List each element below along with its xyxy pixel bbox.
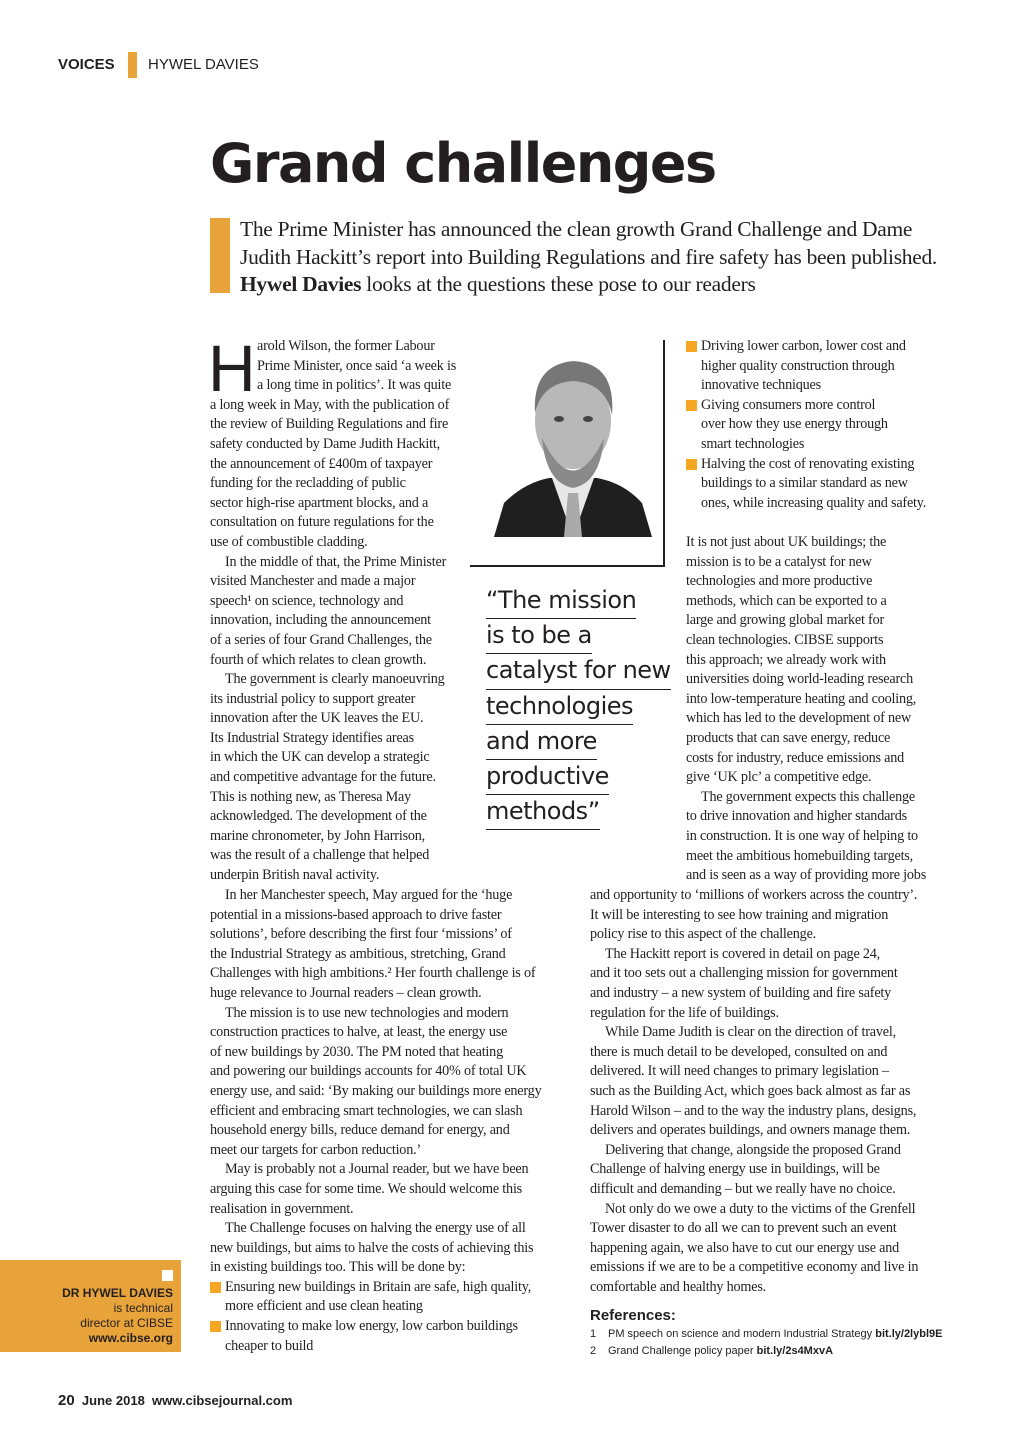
website[interactable]: www.cibsejournal.com xyxy=(152,1393,293,1408)
text-line: marine chronometer, by John Harrison, xyxy=(210,827,426,844)
text-line: Challenges with high ambitions.² Her fourth challenge is of xyxy=(210,965,536,982)
pull-quote xyxy=(486,584,671,830)
bullet-square-icon xyxy=(210,1321,221,1332)
square-icon xyxy=(162,1270,173,1281)
bullet-square-icon xyxy=(210,1282,221,1293)
text-line: The government expects this challenge xyxy=(701,788,916,805)
text-line: Delivering that change, alongside the proposed Grand xyxy=(605,1141,901,1158)
author-label: HYWEL DAVIES xyxy=(148,56,259,73)
issue-date: June 2018 xyxy=(81,1393,145,1408)
text-line: higher quality construction through xyxy=(701,357,895,374)
frame-line-vertical xyxy=(663,340,665,566)
text-line: of new buildings by 2030. The PM noted that heating xyxy=(210,1043,503,1060)
text-line: Innovating to make low energy, low carbon buildings xyxy=(225,1318,518,1335)
text-line: the announcement of £400m of taxpayer xyxy=(210,455,433,472)
text-line: universities doing world-leading research xyxy=(686,671,914,688)
text-line: and industry – a new system of building and fire safety xyxy=(590,984,892,1001)
bullet-item xyxy=(686,455,926,514)
text-line: While Dame Judith is clear on the direction of travel, xyxy=(605,1024,896,1041)
text-line: happening again, we also have to cut our energy use and xyxy=(590,1239,900,1256)
text-line: and powering our buildings accounts for 40% of total UK xyxy=(210,1063,527,1080)
standfirst-tail: looks at the questions these pose to our readers xyxy=(366,272,756,296)
text-line: Not only do we owe a duty to the victims of the Grenfell xyxy=(605,1200,916,1217)
page-title: Grand challenges xyxy=(210,132,716,195)
text-line: mission is to be a catalyst for new xyxy=(686,553,872,570)
text-line: funding for the recladding of public xyxy=(210,475,406,492)
paragraph xyxy=(210,886,541,1004)
bullet-item xyxy=(210,1278,541,1317)
reference-link[interactable]: bit.ly/2s4MxvA xyxy=(756,1345,834,1357)
text-line: Driving lower carbon, lower cost and xyxy=(701,338,906,354)
text-line: underpin British naval activity. xyxy=(210,867,380,884)
pull-quote-line: technologies xyxy=(486,690,633,725)
text-line: clean technologies. CIBSE supports xyxy=(686,631,884,648)
text-line: Halving the cost of renovating existing xyxy=(701,455,915,472)
standfirst xyxy=(240,216,960,299)
text-line: in construction. It is one way of helping to xyxy=(686,827,918,844)
text-line: In the middle of that, the Prime Minister xyxy=(225,553,447,570)
text-line: It is not just about UK buildings; the xyxy=(686,534,887,550)
author-role: director at CIBSE xyxy=(80,1316,173,1330)
pull-quote-line: “The mission xyxy=(486,584,636,619)
text-line: innovation after the UK leaves the EU. xyxy=(210,710,424,727)
standfirst-bar xyxy=(210,218,230,293)
bullet-item xyxy=(686,396,926,455)
reference-item xyxy=(590,1326,942,1343)
header-divider xyxy=(128,52,137,78)
text-line: delivers and operates buildings, and owners manage them. xyxy=(590,1122,911,1139)
text-line: the Industrial Strategy as ambitious, stretching, Grand xyxy=(210,945,506,962)
text-line: fourth of which relates to clean growth. xyxy=(210,651,427,668)
bullet-square-icon xyxy=(686,341,697,352)
text-line: emissions if we are to be a competitive economy and live in xyxy=(590,1259,919,1276)
author-box xyxy=(0,1260,181,1352)
references xyxy=(590,1306,942,1360)
text-line: Harold Wilson – and to the way the industry plans, designs, xyxy=(590,1102,917,1119)
text-line: acknowledged. The development of the xyxy=(210,808,427,825)
text-line: the review of Building Regulations and fire xyxy=(210,416,449,433)
reference-text: Grand Challenge policy paper xyxy=(608,1345,754,1357)
text-line: In her Manchester speech, May argued for the ‘huge xyxy=(225,887,513,903)
text-line: Tower disaster to do all we can to prevent such an event xyxy=(590,1220,897,1237)
text-line: Giving consumers more control xyxy=(701,396,876,413)
text-line: use of combustible cladding. xyxy=(210,533,368,550)
text-line: large and growing global market for xyxy=(686,612,884,629)
text-line: was the result of a challenge that helped xyxy=(210,847,430,864)
column-left-top xyxy=(208,331,457,886)
pull-quote-line: productive xyxy=(486,760,609,795)
paragraph xyxy=(210,670,456,886)
text-line: It will be interesting to see how training and migration xyxy=(590,906,889,923)
text-line: a long time in politics’. It was quite xyxy=(257,377,452,394)
text-line: there is much detail to be developed, consulted on and xyxy=(590,1043,888,1060)
author-portrait xyxy=(494,343,652,537)
paragraph xyxy=(590,945,918,1023)
bullet-square-icon xyxy=(686,400,697,411)
column-right-mid xyxy=(686,533,926,886)
paragraph xyxy=(590,886,918,945)
text-line: solutions’, before describing the first four ‘missions’ of xyxy=(210,926,512,943)
text-line: sector high-rise apartment blocks, and a xyxy=(210,494,429,511)
text-line: speech¹ on science, technology and xyxy=(210,592,404,609)
paragraph xyxy=(210,1004,541,1161)
references-heading: References: xyxy=(590,1307,676,1324)
text-line: regulation for the life of buildings. xyxy=(590,1004,779,1021)
text-line: The Hackitt report is covered in detail on page 24, xyxy=(605,945,881,962)
text-line: such as the Building Act, which goes back almost as far as xyxy=(590,1082,911,1099)
standfirst-text: The Prime Minister has announced the clean growth Grand Challenge and Dame Judith Hackitt’s report into Building Regulations and fire safety has been published. xyxy=(240,217,938,269)
text-line: realisation in government. xyxy=(210,1200,354,1217)
text-line: meet the ambitious homebuilding targets, xyxy=(686,847,913,864)
text-line: cheaper to build xyxy=(225,1337,314,1354)
text-line: and opportunity to ‘millions of workers across the country’. xyxy=(590,887,918,903)
text-line: potential in a missions-based approach to drive faster xyxy=(210,906,502,923)
author-role: is technical xyxy=(113,1301,173,1315)
column-right-bottom xyxy=(590,886,918,1297)
text-line: to drive innovation and higher standards xyxy=(686,808,907,825)
reference-number: 1 xyxy=(590,1328,597,1340)
drop-cap: H xyxy=(208,331,256,405)
text-line: smart technologies xyxy=(701,435,805,452)
text-line: This is nothing new, as Theresa May xyxy=(210,788,412,805)
text-line: difficult and demanding – but we really have no choice. xyxy=(590,1180,896,1197)
text-line: safety conducted by Dame Judith Hackitt, xyxy=(210,435,440,452)
text-line: delivered. It will need changes to primary legislation – xyxy=(590,1063,889,1080)
text-line: a long week in May, with the publication of xyxy=(210,396,450,413)
text-line: technologies and more productive xyxy=(686,573,873,590)
text-line: energy use, and said: ‘By making our buildings more energy xyxy=(210,1082,542,1099)
text-line: buildings to a similar standard as new xyxy=(701,475,908,492)
text-line: huge relevance to Journal readers – clean growth. xyxy=(210,984,482,1001)
text-line: consultation on future regulations for the xyxy=(210,514,434,531)
text-line: May is probably not a Journal reader, but we have been xyxy=(225,1161,529,1178)
text-line: Challenge of halving energy use in buildings, will be xyxy=(590,1161,880,1178)
text-line: The Challenge focuses on halving the energy use of all xyxy=(225,1220,526,1237)
text-line: methods, which can be exported to a xyxy=(686,592,887,609)
text-line: into low-temperature heating and cooling, xyxy=(686,690,917,707)
text-line: visited Manchester and made a major xyxy=(210,573,416,590)
standfirst-author: Hywel Davies xyxy=(240,272,362,296)
text-line: arold Wilson, the former Labour xyxy=(257,338,435,354)
paragraph xyxy=(208,331,457,553)
text-line: Its Industrial Strategy identifies areas xyxy=(210,729,414,746)
text-line: The government is clearly manoeuvring xyxy=(225,671,445,688)
reference-text: PM speech on science and modern Industrial Strategy xyxy=(608,1328,873,1340)
text-line: innovative techniques xyxy=(701,377,821,394)
text-line: Ensuring new buildings in Britain are safe, high quality, xyxy=(225,1278,532,1295)
text-line: comfortable and healthy homes. xyxy=(590,1278,767,1295)
text-line: ones, while increasing quality and safety. xyxy=(701,494,927,511)
pull-quote-line: methods” xyxy=(486,795,600,830)
text-line: policy rise to this aspect of the challenge. xyxy=(590,926,817,943)
bullet-item xyxy=(210,1317,541,1356)
text-line: and it too sets out a challenging mission for government xyxy=(590,965,898,982)
reference-item xyxy=(590,1343,942,1360)
footer xyxy=(58,1392,292,1409)
text-line: in which the UK can develop a strategic xyxy=(210,749,430,766)
reference-number: 2 xyxy=(590,1345,597,1357)
text-line: new buildings, but aims to halve the costs of achieving this xyxy=(210,1239,534,1256)
paragraph xyxy=(210,553,456,671)
text-line: and is seen as a way of providing more jobs xyxy=(686,867,927,884)
text-line: in existing buildings too. This will be done by: xyxy=(210,1259,466,1276)
text-line: efficient and embracing smart technologies, we can slash xyxy=(210,1102,523,1119)
pull-quote-line: is to be a xyxy=(486,619,592,654)
paragraph xyxy=(686,788,926,886)
text-line: The mission is to use new technologies and modern xyxy=(225,1004,509,1021)
text-line: this approach; we already work with xyxy=(686,651,886,668)
paragraph xyxy=(686,533,926,788)
author-url[interactable]: www.cibse.org xyxy=(88,1331,173,1345)
paragraph xyxy=(590,1141,918,1200)
text-line: give ‘UK plc’ a competitive edge. xyxy=(686,769,872,786)
page-number: 20 xyxy=(58,1392,75,1409)
paragraph xyxy=(210,1219,541,1278)
pull-quote-line: catalyst for new xyxy=(486,654,671,689)
text-line: household energy bills, reduce demand for energy, and xyxy=(210,1122,510,1139)
text-line: its industrial policy to support greater xyxy=(210,690,416,707)
paragraph xyxy=(210,1160,541,1219)
section-label: VOICES xyxy=(58,56,115,73)
pull-quote-line: and more xyxy=(486,725,597,760)
text-line: Prime Minister, once said ‘a week is xyxy=(257,357,457,374)
text-line: meet our targets for carbon reduction.’ xyxy=(210,1141,421,1158)
text-line: more efficient and use clean heating xyxy=(225,1298,423,1315)
reference-link[interactable]: bit.ly/2lybl9E xyxy=(875,1328,943,1340)
author-name: DR HYWEL DAVIES xyxy=(62,1286,173,1300)
text-line: costs for industry, reduce emissions and xyxy=(686,749,905,766)
paragraph xyxy=(590,1023,918,1141)
text-line: of a series of four Grand Challenges, the xyxy=(210,631,432,648)
text-line: innovation, including the announcement xyxy=(210,612,431,629)
text-line: which has led to the development of new xyxy=(686,710,912,727)
text-line: and competitive advantage for the future. xyxy=(210,769,436,786)
bullet-square-icon xyxy=(686,459,697,470)
paragraph xyxy=(590,1200,918,1298)
column-right-top xyxy=(686,337,926,513)
text-line: over how they use energy through xyxy=(701,416,888,433)
text-line: arguing this case for some time. We should welcome this xyxy=(210,1180,523,1197)
column-left-bottom xyxy=(210,886,541,1356)
text-line: construction practices to halve, at least, the energy use xyxy=(210,1024,508,1041)
frame-line-horizontal xyxy=(470,565,665,567)
bullet-item xyxy=(686,337,926,396)
text-line: products that can save energy, reduce xyxy=(686,729,891,746)
